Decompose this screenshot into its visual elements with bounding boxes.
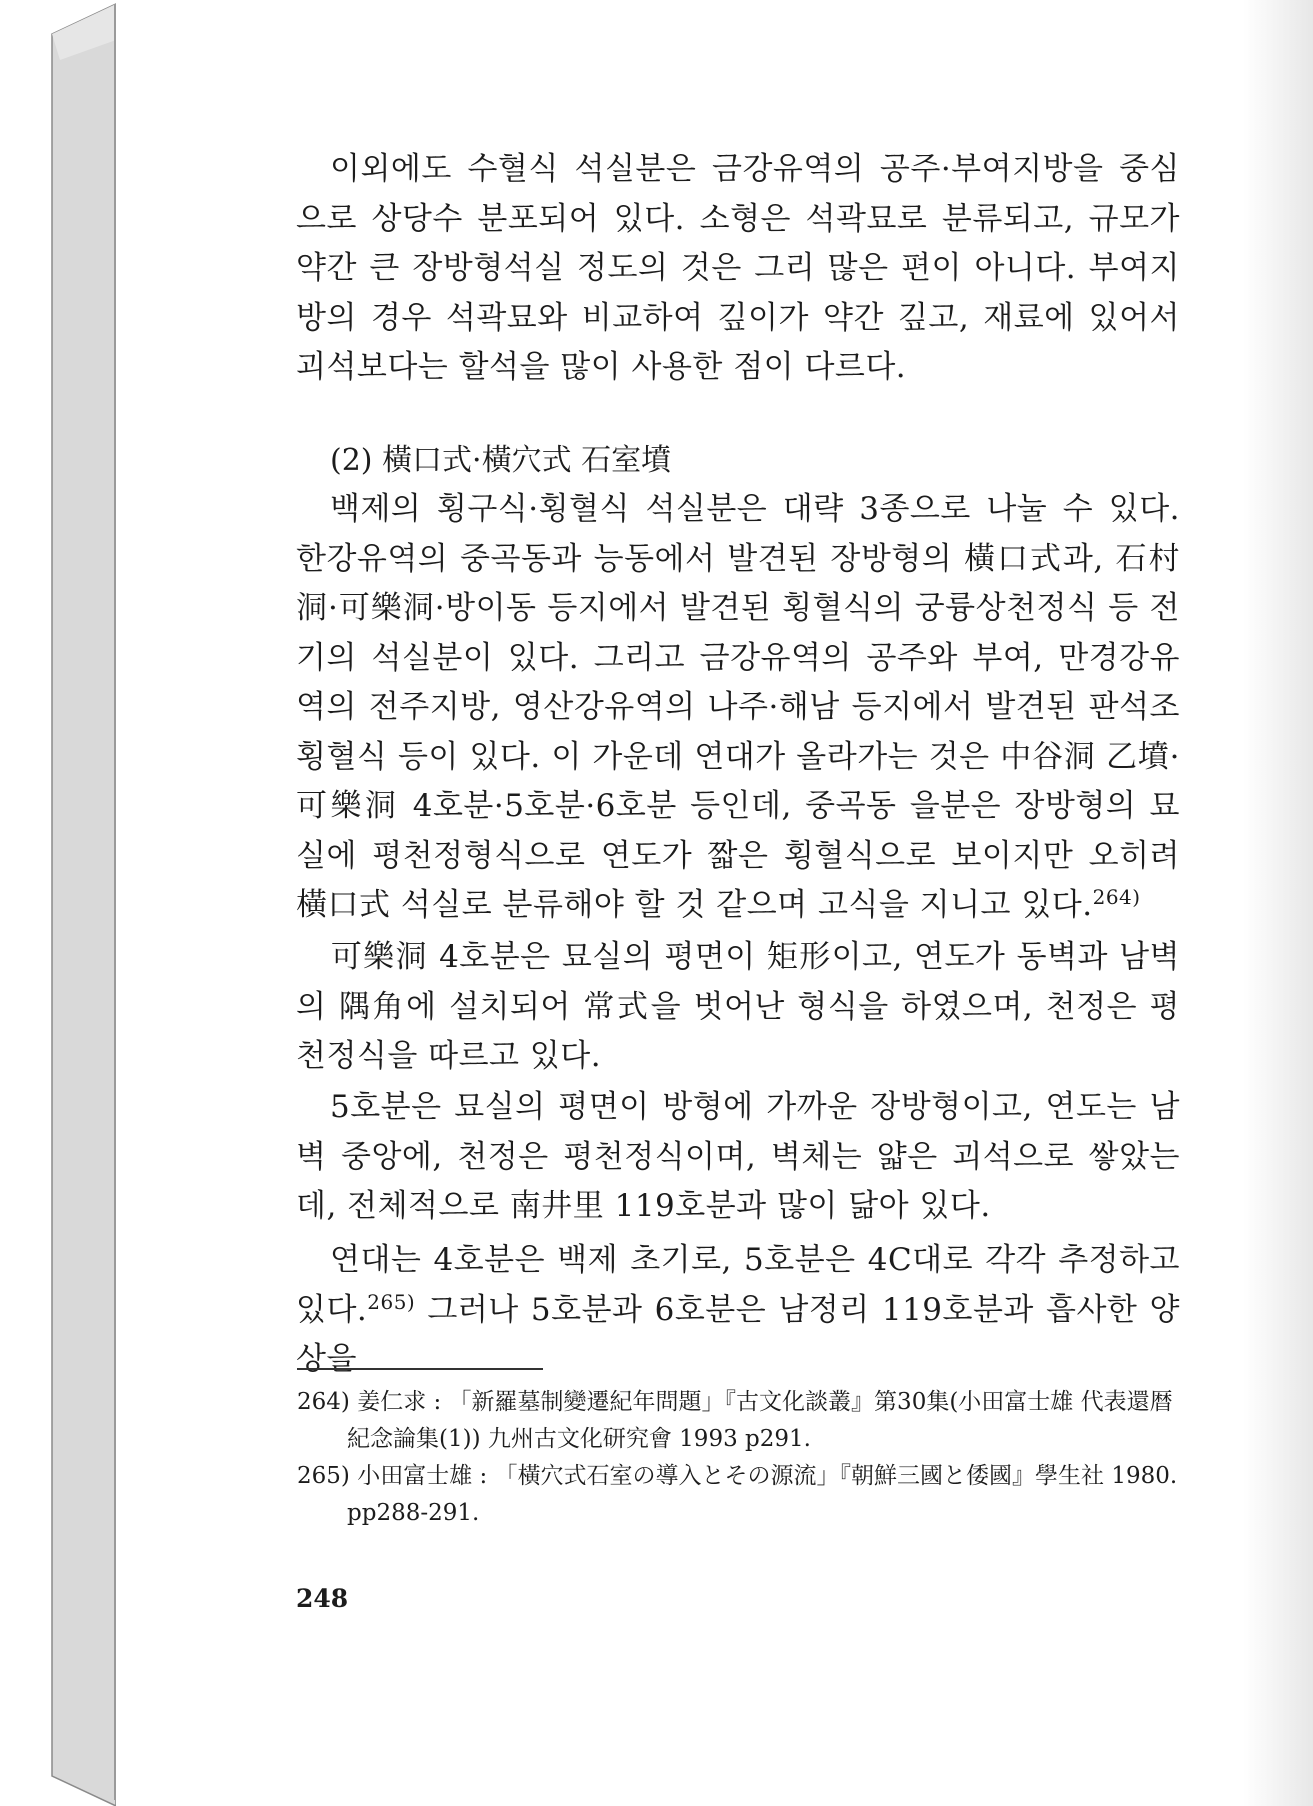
footnote-number: 264): [297, 1389, 350, 1415]
footnote-265: [297, 1458, 1181, 1532]
paragraph-baekje-chamber-types: 백제의 횡구식·횡혈식 석실분은 대략 3종으로 나눌 수 있다. 한강유역의 중곡동과 능동에서 발견된 장방형의 橫口式과, 石村洞·可樂洞·방이동 등지에서 발견된 횡혈식의 궁륭상천정식 등 전기의 석실분이 있다. 그리고 금강유역의 공주와 부여, 만경강유역의 전주지방, 영산강유역의 나주·해남 등지에서 발견된 판석조횡혈식 등이 있다. 이 가운데 연대가 올라가는 것은 中谷洞 乙墳·可樂洞 4호분·5호분·6호분 등인데, 중곡동 을분은 장방형의 묘실에 평천정형식으로 연도가 짧은 횡혈식으로 보이지만 오히려 橫口式 석실로 분류해야 할 것 같으며 고식을 지니고 있다.$^{264)}$: [296, 491, 1180, 923]
page-number: 248: [296, 1584, 349, 1613]
footnote-264: [297, 1384, 1181, 1458]
paragraph-garak-tomb-4: 可樂洞 4호분은 묘실의 평면이 矩形이고, 연도가 동벽과 남벽의 隅角에 설치되어 常式을 벗어난 형식을 하였으며, 천정은 평천정식을 따르고 있다.: [296, 939, 1180, 1074]
footnote-divider: [297, 1368, 543, 1370]
book-spine-edge: [0, 0, 116, 1806]
footnote-ref-264[interactable]: 264): [1092, 885, 1141, 909]
section-heading: (2) 橫口式·橫穴式 石室墳: [330, 443, 672, 478]
paragraph-stone-chamber-distribution: 이외에도 수혈식 석실분은 금강유역의 공주·부여지방을 중심으로 상당수 분포되어 있다. 소형은 석곽묘로 분류되고, 규모가 약간 큰 장방형석실 정도의 것은 그리 많은 편이 아니다. 부여지방의 경우 석곽묘와 비교하여 깊이가 약간 깊고, 재료에 있어서 괴석보다는 할석을 많이 사용한 점이 다르다.: [296, 151, 1180, 385]
footnote-text: 姜仁求 : 「新羅墓制變遷紀年問題」『古文化談叢』第30集(小田富士雄 代表還暦: [357, 1389, 1173, 1415]
paragraph-dating: 연대는 4호분은 백제 초기로, 5호분은 4C대로 각각 추정하고 있다.$^{265)}$ 그러나 5호분과 6호분은 남정리 119호분과 흡사한 양상을: [296, 1242, 1180, 1377]
paragraph-tomb-5: 5호분은 묘실의 평면이 방형에 가까운 장방형이고, 연도는 남벽 중앙에, 천정은 평천정식이며, 벽체는 얇은 괴석으로 쌓았는데, 전체적으로 南井里 119호분과 많이 닮아 있다.: [296, 1089, 1180, 1224]
footnote-text-continued: 紀念論集(1)) 九州古文化研究會 1993 p291.: [347, 1426, 811, 1452]
footnote-ref-265[interactable]: 265): [367, 1289, 416, 1314]
page-edge-shadow: [1243, 0, 1313, 1806]
footnote-text-continued: pp288-291.: [347, 1500, 480, 1526]
footnote-text: 小田富士雄 : 「橫穴式石室の導入とその源流」『朝鮮三國と倭國』學生社 1980.: [357, 1463, 1178, 1489]
footnote-number: 265): [297, 1463, 350, 1489]
